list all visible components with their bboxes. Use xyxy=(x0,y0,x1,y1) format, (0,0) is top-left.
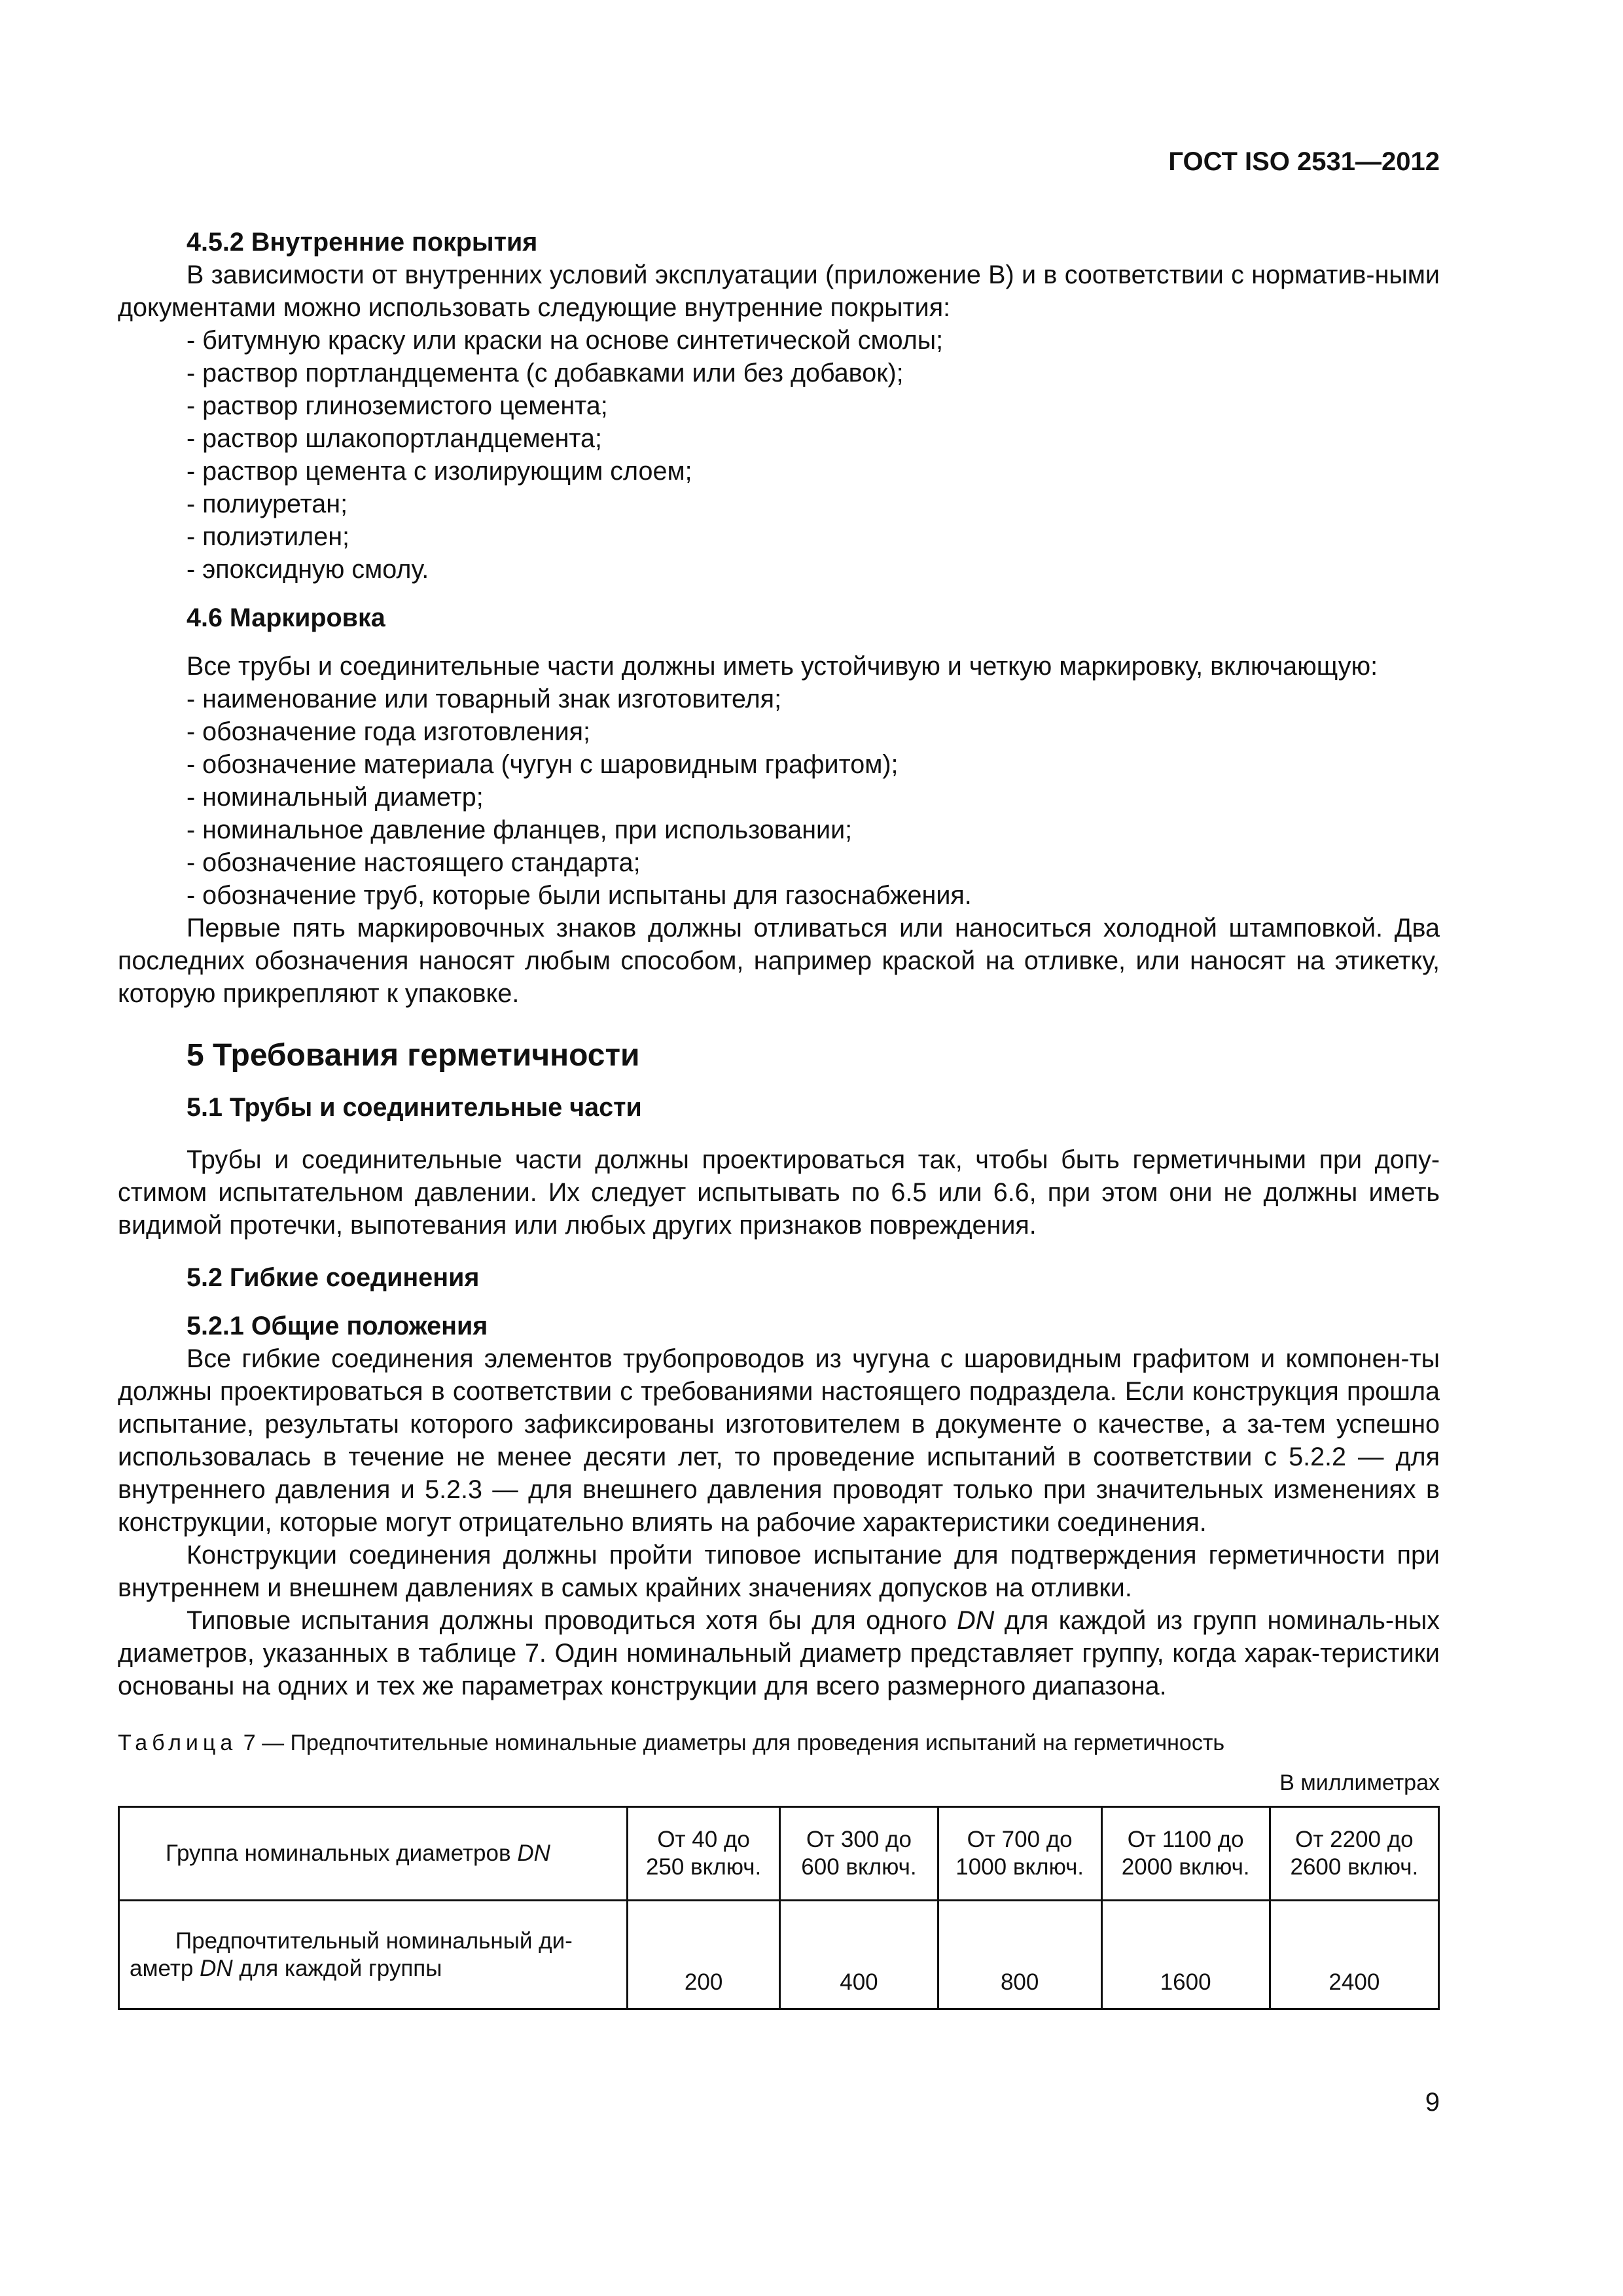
list-item: - полиэтилен; xyxy=(187,522,349,551)
list-item: - номинальный диаметр; xyxy=(187,783,484,812)
section-5-2-1-paragraph: Все гибкие соединения элементов трубопроводов из чугуна с шаровидным графитом и компонен-ты должны проектироваться в соответствии с требованиями настоящего подраздела. Если конструкция прошла испытание, результаты которого зафиксированы изготовителем в документе о качестве, а за-тем успешно использовалась в течение не менее десяти лет, то проведение испытаний в соответствии с 5.2.2 — для внутреннего давления и 5.2.3 — для внешнего давления проводят только при значительных изменениях в конструкции, которые могут отрицательно влиять на рабочие характеристики соединения. xyxy=(118,1344,1440,1537)
section-5-title: 5 Требования герметичности xyxy=(187,1038,640,1073)
row-header-cell xyxy=(119,1807,628,1901)
section-5-2-title: 5.2 Гибкие соединения xyxy=(187,1263,480,1292)
table-units: В миллиметрах xyxy=(1279,1770,1440,1795)
table-row xyxy=(119,1901,1439,2009)
dn-symbol: DN xyxy=(517,1840,550,1866)
document-body xyxy=(118,226,1440,2010)
dn-symbol: DN xyxy=(957,1606,995,1635)
table-cell: 2400 xyxy=(1270,1901,1438,2009)
table-7 xyxy=(118,1806,1440,2010)
text-run: для каждой из групп номиналь-ных диаметров, указанных в таблице 7. Один номинальный диаметр представляет группу, когда харак-теристики основаны на одних и тех же параметрах конструкции для всего размерного диапазона. xyxy=(118,1606,1440,1700)
document-header: ГОСТ ISO 2531—2012 xyxy=(1168,147,1440,176)
section-4-5-2-intro: В зависимости от внутренних условий эксплуатации (приложение В) и в соответствии с норматив-ными документами можно использовать следующие внутренние покрытия: xyxy=(118,260,1440,322)
text-run: для каждой группы xyxy=(232,1955,442,1981)
list-item: - наименование или товарный знак изготовителя; xyxy=(187,685,782,713)
section-4-5-2-title: 4.5.2 Внутренние покрытия xyxy=(187,228,538,257)
text-run: Группа номинальных диаметров xyxy=(166,1840,518,1866)
section-5-2-1-paragraph: Конструкции соединения должны пройти типовое испытание для подтверждения герметичности при внутреннем и внешнем давлениях в самых крайних значениях допусков на отливки. xyxy=(118,1541,1440,1602)
section-4-6-title: 4.6 Маркировка xyxy=(187,603,385,632)
row-header-cell xyxy=(119,1901,628,2009)
table-caption-label: Таблица xyxy=(118,1731,238,1755)
text-run: Типовые испытания должны проводиться хотя бы для одного xyxy=(187,1606,957,1635)
list-item: - битумную краску или краски на основе синтетической смолы; xyxy=(187,326,944,355)
table-cell: 200 xyxy=(628,1901,780,2009)
list-item: - раствор цемента с изолирующим слоем; xyxy=(187,457,692,486)
section-4-6-intro: Все трубы и соединительные части должны иметь устойчивую и четкую маркировку, включающую: xyxy=(187,652,1378,681)
section-5-2-1-paragraph xyxy=(118,1604,1440,1702)
text-run: Предпочтительный номинальный ди-аметр xyxy=(130,1928,573,1981)
list-item: - раствор глиноземистого цемента; xyxy=(187,391,608,420)
list-item: - обозначение года изготовления; xyxy=(187,717,591,746)
table-cell: От 700 до 1000 включ. xyxy=(938,1807,1101,1901)
table-cell: От 2200 до 2600 включ. xyxy=(1270,1807,1438,1901)
section-5-1-text: Трубы и соединительные части должны проектироваться так, чтобы быть герметичными при допу-стимом испытательном давлении. Их следует испытывать по 6.5 или 6.6, при этом они не должны иметь видимой протечки, выпотевания или любых других признаков повреждения. xyxy=(118,1145,1440,1240)
list-item: - обозначение труб, которые были испытаны для газоснабжения. xyxy=(187,881,972,910)
table-caption xyxy=(118,1729,1440,1757)
table-caption-text: 7 — Предпочтительные номинальные диаметры для проведения испытаний на герметичность xyxy=(237,1731,1225,1755)
table-cell: От 1100 до 2000 включ. xyxy=(1101,1807,1270,1901)
list-item: - раствор шлакопортландцемента; xyxy=(187,424,602,453)
section-5-1-title: 5.1 Трубы и соединительные части xyxy=(187,1093,642,1122)
section-4-6-outro: Первые пять маркировочных знаков должны отливаться или наноситься холодной штамповкой. Два последних обозначения наносят любым способом, например краской на отливке, или наносят на этикетку, которую прикрепляют к упаковке. xyxy=(118,914,1440,1008)
section-5-2-1-title: 5.2.1 Общие положения xyxy=(187,1312,488,1340)
table-cell: 1600 xyxy=(1101,1901,1270,2009)
list-item: - полиуретан; xyxy=(187,490,348,518)
table-cell: 800 xyxy=(938,1901,1101,2009)
page-number: 9 xyxy=(1425,2088,1440,2117)
list-item: - эпоксидную смолу. xyxy=(187,555,429,584)
table-cell: От 40 до 250 включ. xyxy=(628,1807,780,1901)
list-item: - раствор портландцемента (с добавками или без добавок); xyxy=(187,359,904,387)
dn-symbol: DN xyxy=(200,1955,233,1981)
table-cell: От 300 до 600 включ. xyxy=(780,1807,938,1901)
list-item: - обозначение настоящего стандарта; xyxy=(187,848,641,877)
table-row xyxy=(119,1807,1439,1901)
list-item: - номинальное давление фланцев, при использовании; xyxy=(187,816,853,844)
table-cell: 400 xyxy=(780,1901,938,2009)
list-item: - обозначение материала (чугун с шаровидным графитом); xyxy=(187,750,899,779)
